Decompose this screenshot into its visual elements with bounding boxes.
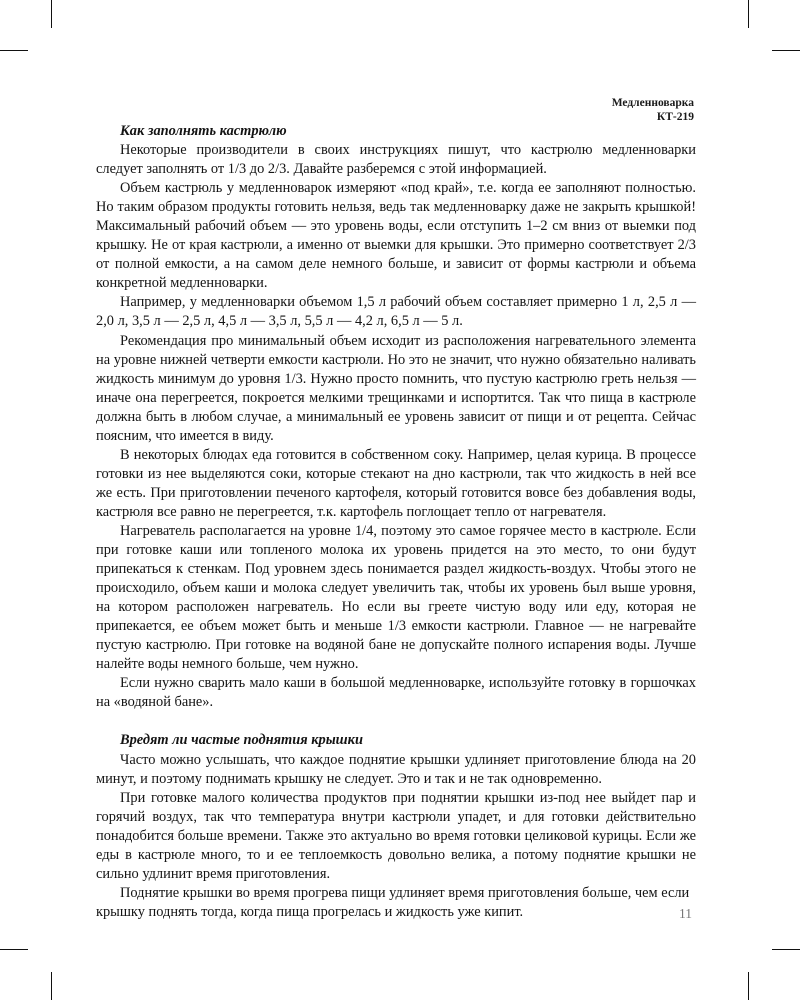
crop-mark-top-left-horizontal — [0, 50, 28, 51]
paragraph: Нагреватель располагается на уровне 1/4, поэтому это самое горячее место в кастрюле. Если при готовке каши или топленого молока их уровень придется на это место, то они будут припекаться к стенкам. Под уровнем здесь понимается раздел жидкость-воздух. Чтобы этого не происходило, объем каши и молока следует увеличить так, чтобы их уровень был выше уровня, на котором расположен нагреватель. Но если вы греете чистую воду или еду, которая не припекается, ее объем может быть и меньше 1/3 емкости кастрюли. Главное — не нагревайте пустую кастрюлю. При готовке на водяной бане не допускайте полного испарения воды. Лучше налейте воды немного больше, чем нужно. — [96, 522, 696, 673]
paragraph: При готовке малого количества продуктов при поднятии крышки из-под нее выйдет пар и горячий воздух, так что температура внутри кастрюли упадет, и для готовки действительно понадобится больше времени. Также это актуально во время готовки целиковой курицы. Если же еды в кастрюле много, то и ее теплоемкость довольно велика, а потому поднятие крышки не сильно удлинит время приготовления. — [96, 789, 696, 882]
crop-mark-bottom-left-horizontal — [0, 949, 28, 950]
crop-mark-top-right-horizontal — [772, 50, 800, 51]
crop-mark-top-right-vertical — [748, 0, 749, 28]
crop-mark-top-left-vertical — [51, 0, 52, 28]
paragraph: Часто можно услышать, что каждое поднятие крышки удлиняет приготовление блюда на 20 минут, и поэтому поднимать крышку не следует. Это и так и не так одновременно. — [96, 751, 696, 787]
paragraph: Объем кастрюль у медленноварок измеряют «под край», т.е. когда ее заполняют полностью. Но таким образом продукты готовить нельзя, ведь так медленноварку даже не закрыть крышкой! Максимальный рабочий объем — это уровень воды, если отступить 1–2 см вниз от выемки под крышку. Не от края кастрюли, а именно от выемки для крышки. Это примерно соответствует 2/3 от полной емкости, а на самом деле немного больше, и зависит от формы кастрюли и объема конкретной медленноварки. — [96, 180, 696, 292]
paragraph: В некоторых блюдах еда готовится в собственном соку. Например, целая курица. В процессе готовки из нее выделяются соки, которые стекают на дно кастрюли, так что жидкость в ней все же есть. При приготовлении печеного картофеля, который готовится вовсе без добавления воды, кастрюля все равно не перегреется, т.к. картофель поглощает тепло от нагревателя. — [96, 446, 696, 520]
paragraph: Некоторые производители в своих инструкциях пишут, что кастрюлю медленноварки следует заполнять от 1/3 до 2/3. Давайте разберемся с этой информацией. — [96, 142, 696, 178]
paragraph: Рекомендация про минимальный объем исходит из расположения нагревательного элемента на уровне нижней четверти емкости кастрюли. Но это не значит, что нужно обязательно наливать жидкость минимум до уровня 1/3. Нужно просто помнить, что пустую кастрюлю греть нельзя — иначе она перегреется, покроется мелкими трещинками и испортится. Так что пища в кастрюле должна быть в любом случае, а минимальный ее уровень зависит от пищи и от рецепта. Сейчас поясним, что имеется в виду. — [96, 332, 696, 444]
running-header — [612, 96, 694, 124]
header-product: Медленноварка — [611, 97, 694, 109]
page-number: 11 — [679, 906, 692, 921]
paragraph: Если нужно сварить мало каши в большой медленноварке, используйте готовку в горшочках на «водяной бане». — [96, 675, 696, 711]
body-text — [96, 122, 696, 922]
crop-mark-bottom-left-vertical — [51, 972, 52, 1000]
paragraph: Поднятие крышки во время прогрева пищи удлиняет время приготовления больше, чем если крышку поднять тогда, когда пища прогрелась и жидкость уже кипит. — [96, 884, 690, 920]
header-model: КТ-219 — [656, 111, 694, 123]
section-title: Как заполнять кастрюлю — [120, 123, 287, 139]
paragraph: Например, у медленноварки объемом 1,5 л рабочий объем составляет примерно 1 л, 2,5 л — 2,0 л, 3,5 л — 2,5 л, 4,5 л — 3,5 л, 5,5 л — 4,2 л, 6,5 л — 5 л. — [96, 294, 696, 330]
section-title: Вредят ли частые поднятия крышки — [120, 732, 363, 749]
crop-mark-bottom-right-horizontal — [772, 949, 800, 950]
crop-mark-bottom-right-vertical — [748, 972, 749, 1000]
